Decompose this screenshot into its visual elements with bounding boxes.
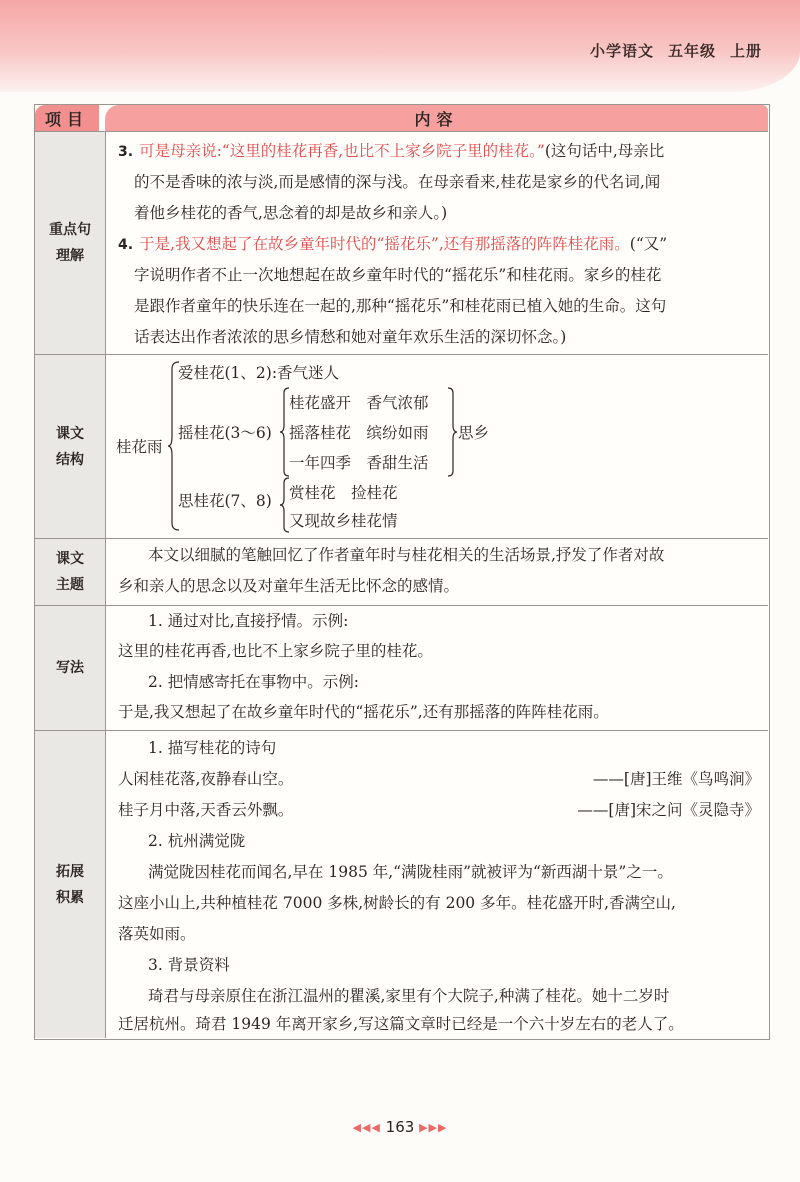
miss-item: 赏桂花 捡桂花	[289, 484, 398, 502]
explain-4: (“又”	[629, 235, 668, 253]
item-number: 4.	[118, 237, 134, 253]
sentence-4	[118, 229, 667, 261]
label-key-sentences	[35, 132, 106, 354]
key-sentences-content	[106, 132, 768, 354]
structure-love: 爱桂花(1、2):香气迷人	[178, 364, 340, 382]
poem-line: 人闲桂花落,夜静春山空。	[118, 770, 294, 788]
text-line: 1. 描写桂花的诗句	[148, 739, 277, 757]
label-line: 理解	[56, 248, 84, 264]
miss-item: 又现故乡桂花情	[289, 512, 398, 530]
shake-item: 一年四季 香甜生活	[289, 454, 429, 472]
text-line: 话表达出作者浓浓的思乡情愁和她对童年欢乐生活的深切怀念。)	[134, 328, 567, 346]
poem-source: ——[唐]王维《鸟鸣涧》	[592, 770, 760, 788]
page-number: 163	[385, 1118, 415, 1136]
text-line: 着他乡桂花的香气,思念着的却是故乡和亲人。)	[134, 204, 448, 222]
shake-item: 摇落桂花 缤纷如雨	[289, 424, 429, 442]
grade: 五年级	[667, 42, 716, 60]
structure-theme-word: 思乡	[458, 424, 490, 442]
quote-4: 于是,我又想起了在故乡童年时代的“摇花乐”,还有那摇落的阵阵桂花雨。	[139, 235, 630, 253]
label-line: 拓展	[56, 863, 84, 880]
book-title	[590, 40, 762, 61]
example-line: 于是,我又想起了在故乡童年时代的“摇花乐”,还有那摇落的阵阵桂花雨。	[118, 703, 609, 721]
shake-item: 桂花盛开 香气浓郁	[289, 394, 429, 412]
structure-content	[106, 355, 768, 538]
structure-root: 桂花雨	[116, 438, 163, 456]
text-line: 这座小山上,共种植桂花 7000 多株,树龄长的有 200 多年。桂花盛开时,香满空山,	[118, 894, 676, 912]
column-header-project: 项目	[35, 105, 99, 131]
text-line: 2. 把情感寄托在事物中。示例:	[148, 673, 359, 691]
label-writing	[35, 606, 106, 730]
text-line: 2. 杭州满觉陇	[148, 832, 246, 850]
content-table	[34, 104, 770, 1040]
poem-source: ——[唐]宋之问《灵隐寺》	[577, 801, 760, 819]
label-theme	[35, 539, 106, 605]
structure-miss: 思桂花(7、8)	[178, 492, 272, 510]
page-footer	[0, 1118, 800, 1136]
prev-arrows-icon: ◀◀◀	[352, 1121, 381, 1134]
theme-content	[106, 539, 768, 605]
label-line: 主题	[56, 577, 84, 593]
label-extension	[35, 731, 106, 1038]
poem-line: 桂子月中落,天香云外飘。	[118, 801, 294, 819]
text-line: 的不是香味的浓与淡,而是感情的深与浅。在母亲看来,桂花是家乡的代名词,闻	[134, 173, 661, 191]
label-line: 课文	[56, 551, 84, 567]
subject: 小学语文	[589, 42, 654, 60]
text-line: 乡和亲人的思念以及对童年生活无比怀念的感情。	[118, 577, 460, 595]
sentence-3	[118, 136, 664, 168]
item-number: 3.	[118, 144, 134, 160]
label-line: 结构	[56, 451, 84, 468]
text-line: 满觉陇因桂花而闻名,早在 1985 年,“满陇桂雨”就被评为“新西湖十景”之一。	[148, 863, 673, 881]
text-line: 迁居杭州。琦君 1949 年离开家乡,写这篇文章时已经是一个六十岁左右的老人了。	[118, 1015, 684, 1033]
label-structure	[35, 355, 106, 538]
label-line: 积累	[56, 889, 84, 906]
brace-theme	[447, 387, 457, 477]
column-header-content: 内容	[105, 105, 768, 131]
extension-content	[106, 731, 768, 1038]
text-line: 本文以细腻的笔触回忆了作者童年时与桂花相关的生活场景,抒发了作者对故	[148, 546, 665, 564]
example-line: 这里的桂花再香,也比不上家乡院子里的桂花。	[118, 642, 433, 660]
next-arrows-icon: ▶▶▶	[419, 1121, 448, 1134]
text-line: 落英如雨。	[118, 925, 196, 943]
writing-content	[106, 606, 768, 730]
text-line: 字说明作者不止一次地想起在故乡童年时代的“摇花乐”和桂花雨。家乡的桂花	[134, 266, 662, 284]
text-line: 琦君与母亲原住在浙江温州的瞿溪,家里有个大院子,种满了桂花。她十二岁时	[148, 987, 670, 1005]
explain-3: (这句话中,母亲比	[544, 142, 665, 160]
label-line: 重点句	[49, 222, 91, 238]
text-line: 3. 背景资料	[148, 956, 230, 974]
label-line: 课文	[56, 425, 84, 442]
text-line: 是跟作者童年的快乐连在一起的,那种“摇花乐”和桂花雨已植入她的生命。这句	[134, 297, 667, 315]
volume: 上册	[729, 42, 762, 60]
quote-3: 可是母亲说:“这里的桂花再香,也比不上家乡院子里的桂花。”	[139, 142, 545, 160]
label-line: 写法	[56, 660, 84, 676]
structure-shake: 摇桂花(3～6)	[178, 424, 272, 442]
text-line: 1. 通过对比,直接抒情。示例:	[148, 612, 349, 630]
